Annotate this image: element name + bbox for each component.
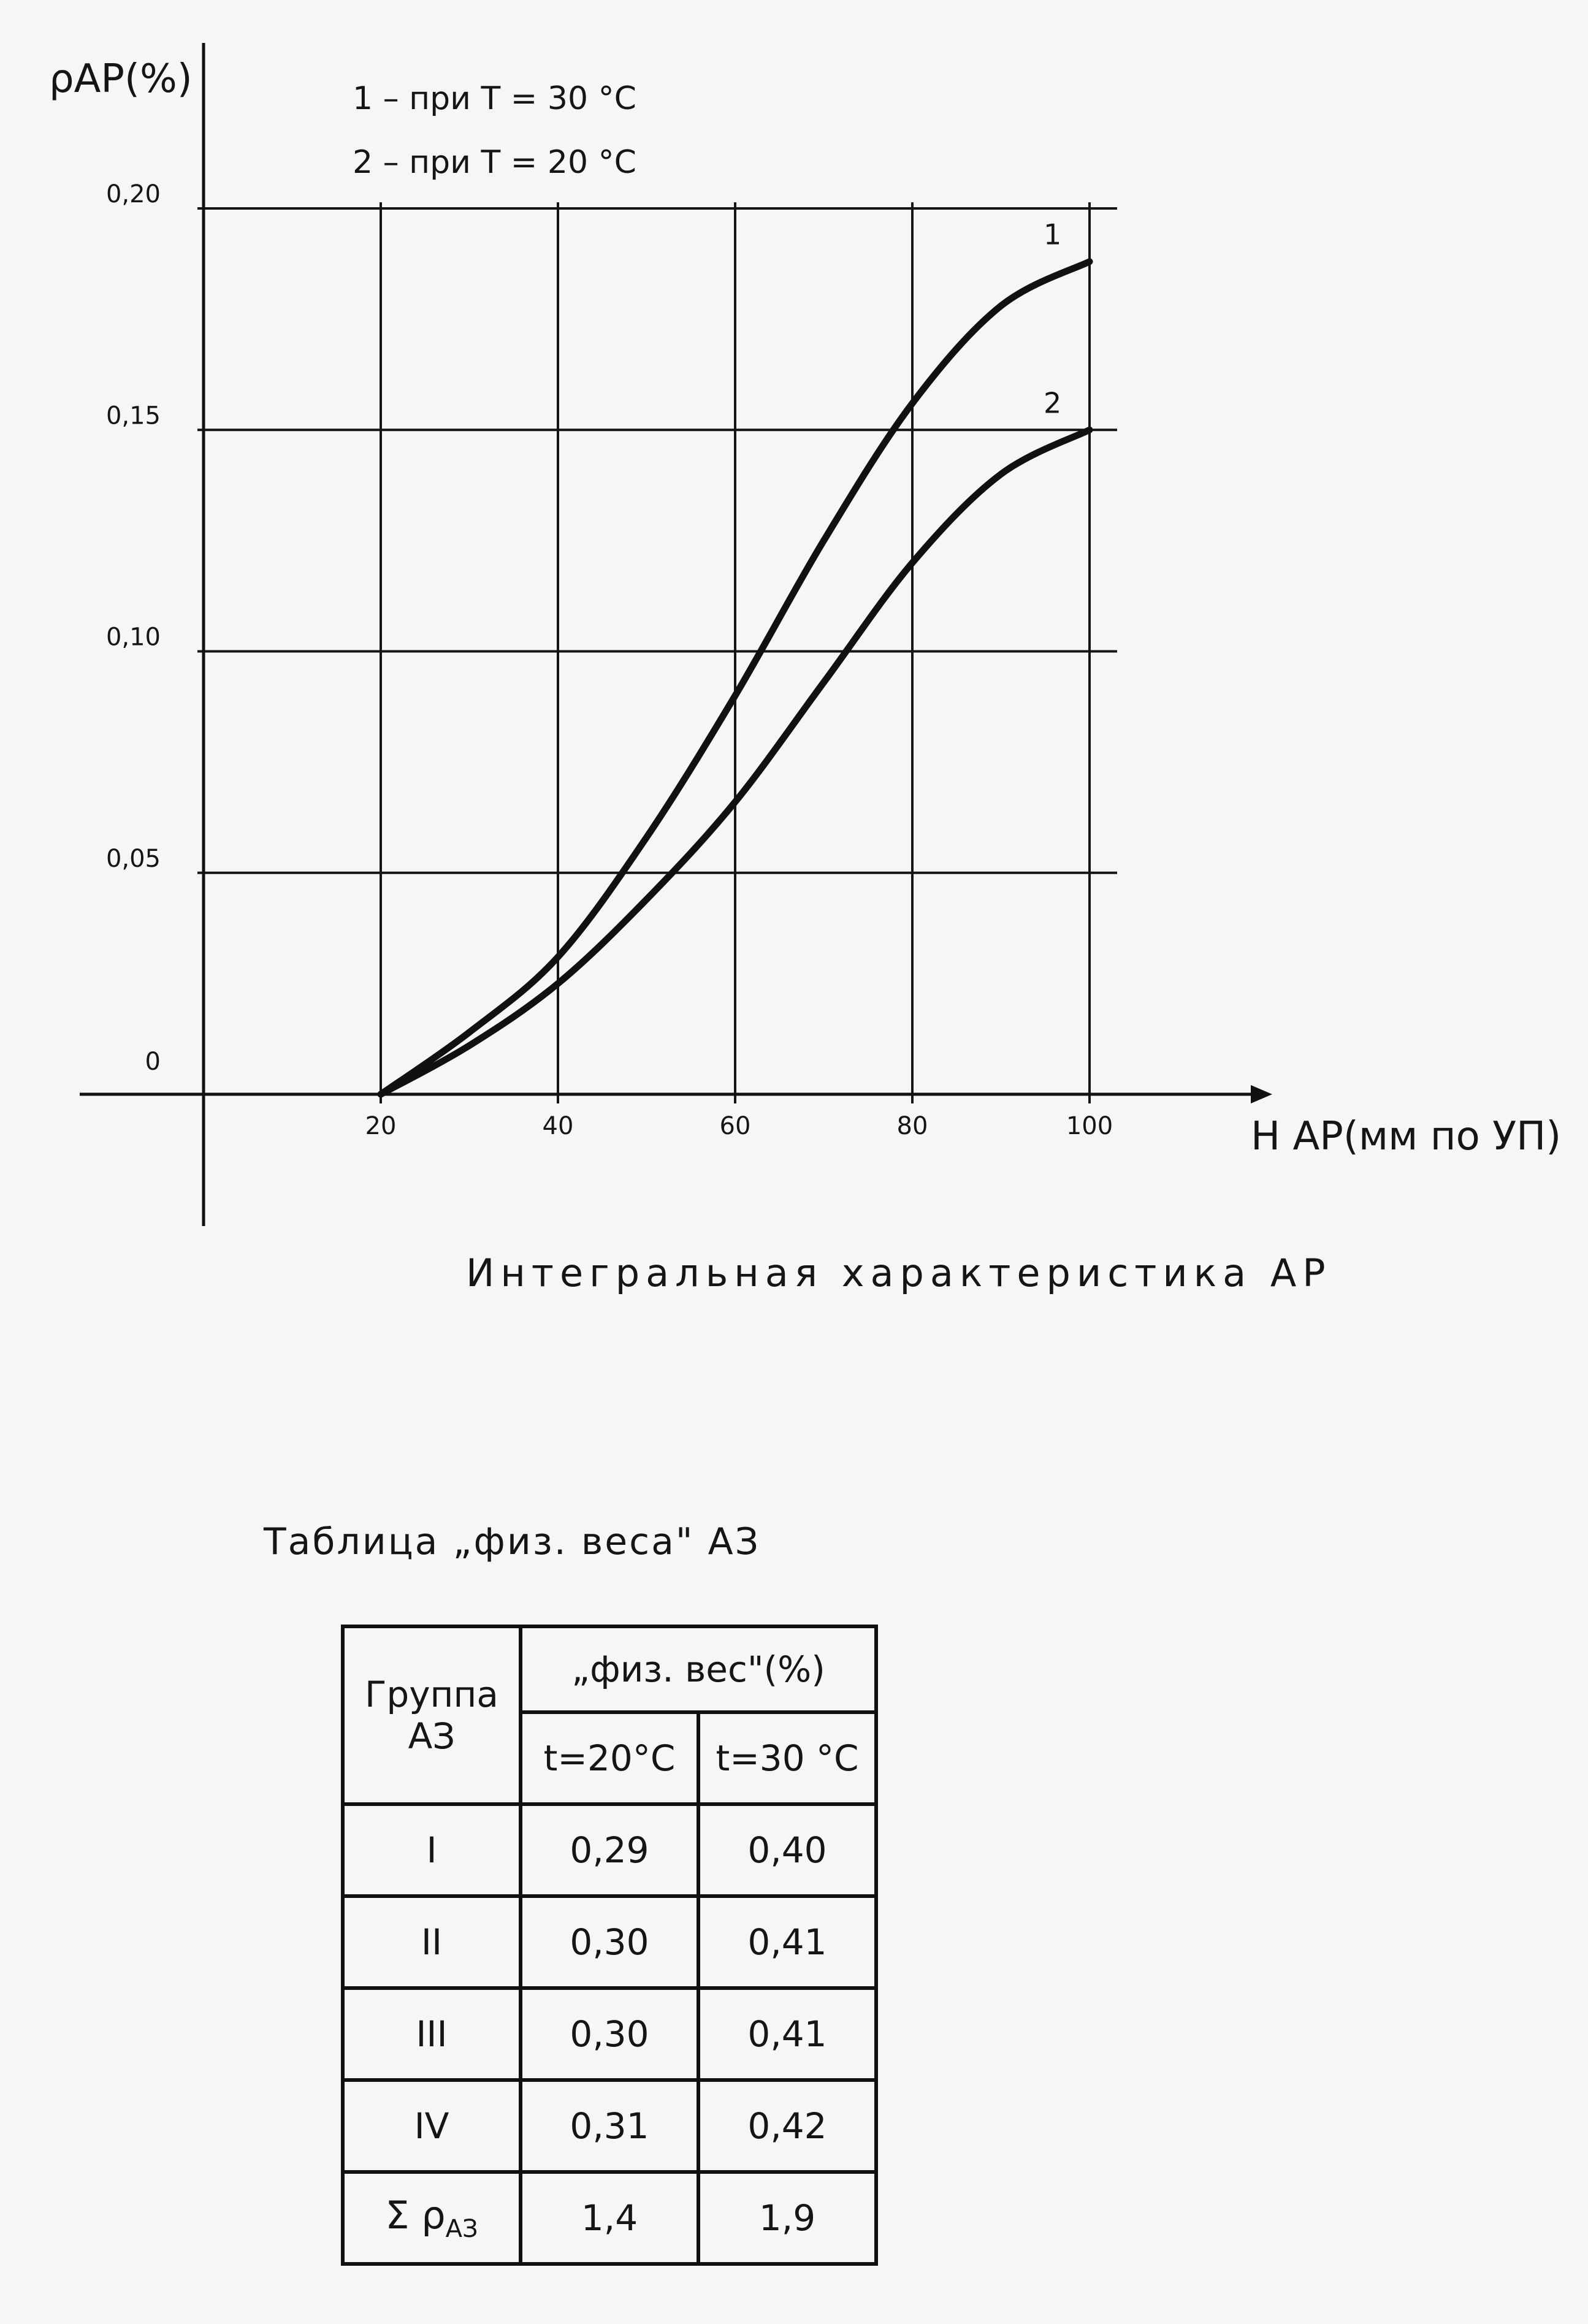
t20-cell: 0,30 xyxy=(521,1896,698,1988)
sum-t30-cell: 1,9 xyxy=(698,2172,876,2264)
chart-caption: Интегральная характеристика АР xyxy=(466,1251,1332,1295)
t30-cell: 0,41 xyxy=(698,1988,876,2080)
t30-cell: 0,40 xyxy=(698,1804,876,1896)
y-tick-label: 0,10 xyxy=(105,623,161,652)
sum-subscript: АЗ xyxy=(445,2215,478,2243)
series-tag-1: 1 xyxy=(1044,218,1062,251)
x-tick-label: 20 xyxy=(365,1112,397,1140)
header-weight-cell xyxy=(521,1626,876,1712)
y-axis-title: ρАР(%) xyxy=(49,56,193,102)
t30-cell: 0,42 xyxy=(698,2080,876,2172)
tick-labels xyxy=(106,180,1113,1140)
table-row xyxy=(343,1988,876,2080)
chart-axes xyxy=(80,43,1272,1226)
t30-cell: 0,41 xyxy=(698,1896,876,1988)
x-tick-label: 40 xyxy=(542,1112,574,1140)
header-t30-cell xyxy=(698,1712,876,1804)
legend-entry-1: 1 – при T = 30 °C xyxy=(353,80,636,117)
group-cell: II xyxy=(343,1896,521,1988)
y-tick-label: 0,05 xyxy=(105,844,161,873)
table-title: Таблица „физ. веса" АЗ xyxy=(264,1520,761,1563)
t20-cell: 0,31 xyxy=(521,2080,698,2172)
x-tick-label: 60 xyxy=(719,1112,751,1140)
header-weight-label: „физ. вес"(%) xyxy=(571,1648,825,1690)
sum-label-cell xyxy=(343,2172,521,2264)
legend-entry-2: 2 – при T = 20 °C xyxy=(353,144,636,181)
header-t20-label: t=20°C xyxy=(543,1737,676,1779)
x-tick-label: 100 xyxy=(1066,1112,1113,1140)
series-tag-2: 2 xyxy=(1044,386,1062,420)
x-axis-arrow xyxy=(1251,1085,1272,1103)
x-tick-label: 80 xyxy=(896,1112,928,1140)
x-axis-title: H АР(мм по УП) xyxy=(1251,1114,1562,1159)
header-group-cell xyxy=(343,1626,521,1804)
table-row xyxy=(343,2080,876,2172)
header-group-label: Группа АЗ xyxy=(365,1674,498,1757)
sum-symbol: Σ ρ xyxy=(385,2193,446,2238)
group-cell: I xyxy=(343,1804,521,1896)
y-tick-label: 0,15 xyxy=(105,402,161,430)
table-header-row xyxy=(343,1626,876,1712)
series-tags xyxy=(1044,218,1061,420)
group-cell: III xyxy=(343,1988,521,2080)
t20-cell: 0,29 xyxy=(521,1804,698,1896)
header-t20-cell xyxy=(521,1712,698,1804)
t20-cell: 0,30 xyxy=(521,1988,698,2080)
physical-weight-table xyxy=(341,1625,878,2266)
y-tick-label: 0,20 xyxy=(105,180,161,208)
group-cell: IV xyxy=(343,2080,521,2172)
table-sum-row xyxy=(343,2172,876,2264)
header-t30-label: t=30 °C xyxy=(716,1737,859,1779)
chart-grid xyxy=(197,202,1117,1103)
sum-t20-cell: 1,4 xyxy=(521,2172,698,2264)
y-tick-label: 0 xyxy=(145,1048,161,1076)
table-row xyxy=(343,1896,876,1988)
table-row xyxy=(343,1804,876,1896)
